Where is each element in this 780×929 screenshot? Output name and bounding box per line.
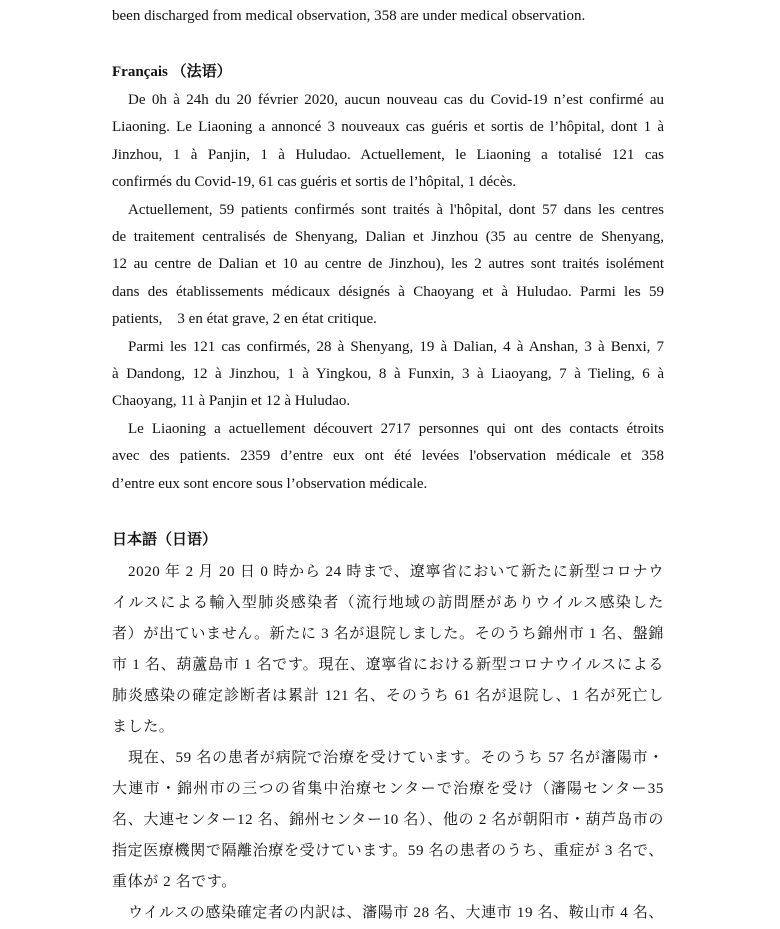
text-line: 大連市・錦州市の三つの省集中治療センターで治療を受け（瀋陽センター35 (112, 781, 664, 797)
text-line: ました。 (112, 719, 175, 735)
text-line: 2020 年 2 月 20 日 0 時から 24 時まで、遼寧省において新たに新型コロナウ (128, 564, 664, 580)
text-line: à Dandong, 12 à Jinzhou, 1 à Yingkou, 8 à Funxin, 3 à Liaoyang, 7 à Tieling, 6 à (112, 366, 664, 383)
english-paragraph-tail (112, 3, 664, 30)
text-line: ウイルスの感染確定者の内訳は、瀋陽市 28 名、大連市 19 名、鞍山市 4 名、 (128, 905, 664, 921)
french-section-body (112, 87, 664, 498)
text-line: 指定医療機関で隔離治療を受けています。59 名の患者のうち、重症が 3 名で、 (112, 843, 664, 859)
text-line: patients, 3 en état grave, 2 en état critique. (112, 311, 377, 328)
text-line: 者）が出ていません。新たに 3 名が退院しました。そのうち錦州市 1 名、盤錦 (112, 626, 664, 642)
text-line: 12 au centre de Dalian et 10 au centre de Jinzhou), les 2 autres sont traités isolément (112, 256, 664, 273)
text-line: d’entre eux sont encore sous l’observation médicale. (112, 475, 428, 492)
text-line: Le Liaoning a actuellement découvert 2717 personnes qui ont des contacts étroits (128, 420, 664, 437)
text-line: Parmi les 121 cas confirmés, 28 à Shenyang, 19 à Dalian, 4 à Anshan, 3 à Benxi, 7 (128, 338, 664, 355)
text-line: avec des patients. 2359 d’entre eux ont été levées l'observation médicale et 358 (112, 448, 664, 465)
text-line: Chaoyang, 11 à Panjin et 12 à Huludao. (112, 393, 351, 410)
french-section-heading: Français （法语） (112, 64, 232, 80)
japanese-paragraph-1 (112, 557, 664, 743)
text-line: Actuellement, 59 patients confirmés sont traités à l'hôpital, dont 57 dans les centres (128, 201, 664, 218)
text-line: 現在、59 名の患者が病院で治療を受けています。そのうち 57 名が瀋陽市・ (128, 750, 664, 766)
french-paragraph-4 (112, 416, 664, 498)
text-line: confirmés du Covid-19, 61 cas guéris et sortis de l’hôpital, 1 décès. (112, 174, 517, 191)
text-line: 肺炎感染の確定診断者は累計 121 名、そのうち 61 名が退院し、1 名が死亡し (112, 688, 664, 704)
french-paragraph-2 (112, 197, 664, 334)
text-line: 市 1 名、葫蘆島市 1 名です。現在、遼寧省における新型コロナウイルスによる (112, 657, 664, 673)
text-line: De 0h à 24h du 20 février 2020, aucun nouveau cas du Covid-19 n’est confirmé au (128, 92, 664, 108)
text-line: de traitement centralisés de Shenyang, Dalian et Jinzhou (35 au centre de Shenyang, (112, 229, 664, 246)
japanese-paragraph-2 (112, 743, 664, 898)
text-line: イルスによる輸入型肺炎感染者（流行地域の訪問歴がありウイルス感染した (112, 595, 664, 611)
text-line: been discharged from medical observation, 358 are under medical observation. (112, 8, 586, 24)
text-line: 名、大連センター12 名、錦州センター10 名）、他の 2 名が朝阳市・葫芦岛市の (112, 812, 664, 828)
french-paragraph-3 (112, 334, 664, 416)
japanese-section-body (112, 557, 664, 929)
text-line: dans des établissements médicaux désignés à Chaoyang et à Huludao. Parmi les 59 (112, 283, 664, 300)
japanese-paragraph-3 (112, 898, 664, 929)
japanese-section-heading: 日本語（日语） (112, 532, 218, 548)
french-paragraph-1 (112, 87, 664, 197)
text-line: 重体が 2 名です。 (112, 874, 237, 890)
text-line: Jinzhou, 1 à Panjin, 1 à Huludao. Actuellement, le Liaoning a totalisé 121 cas (112, 146, 664, 163)
text-line: Liaoning. Le Liaoning a annoncé 3 nouveaux cas guéris et sortis de l’hôpital, dont 1 à (112, 119, 664, 136)
